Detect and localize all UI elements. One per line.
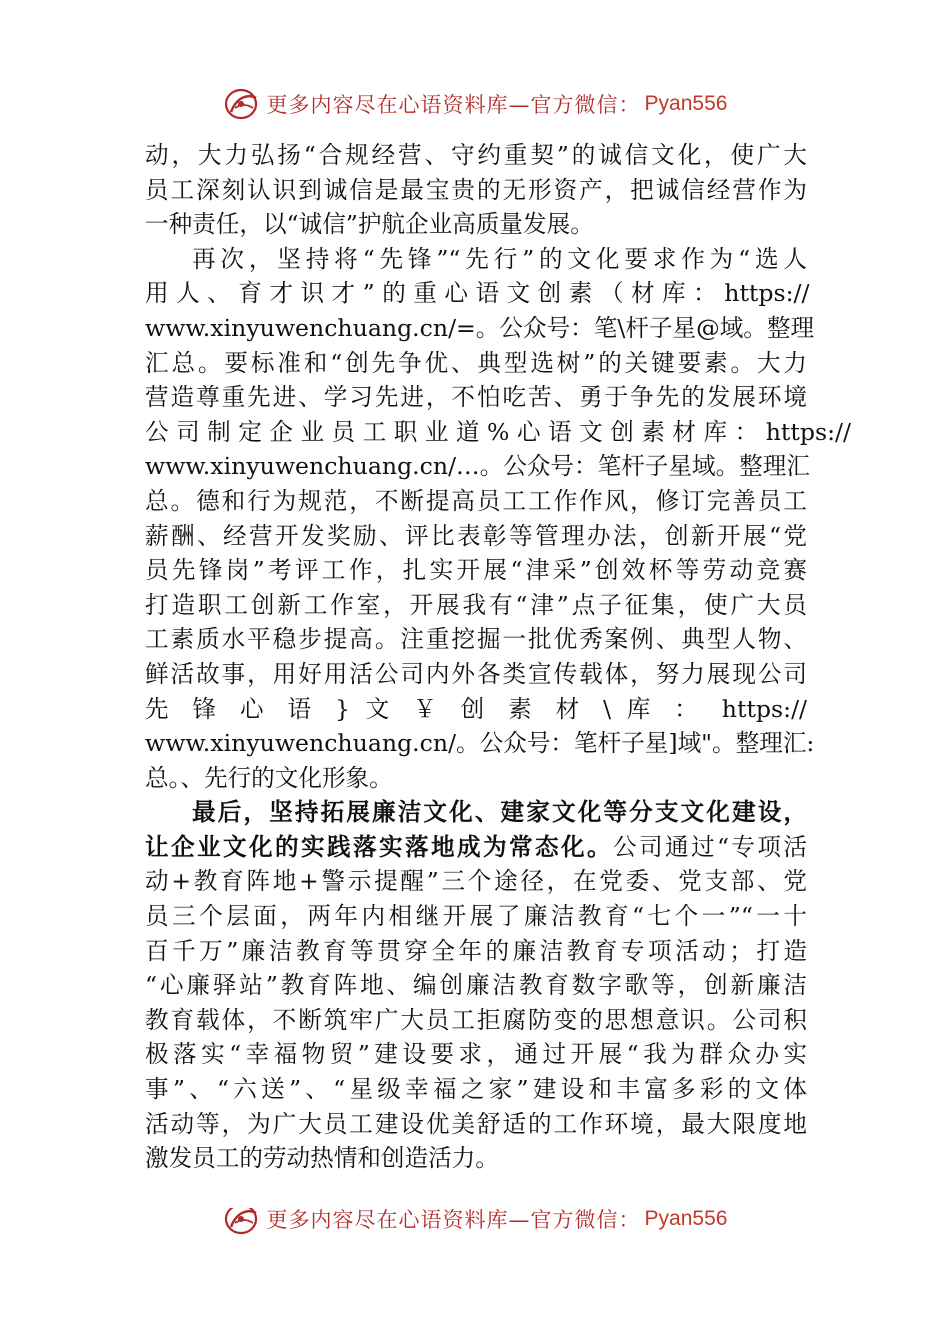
text-line: 总。、先行的文化形象。 — [145, 763, 393, 792]
text-line: 极落实“幸福物贸”建设要求，通过开展“我为群众办实 — [145, 1040, 807, 1069]
text-line: 鲜活故事，用好用活公司内外各类宣传载体，努力展现公司 — [145, 659, 807, 688]
text-line: 动，大力弘扬“合规经营、守约重契”的诚信文化，使广大 — [145, 141, 807, 169]
text-line: 活动等，为广大员工建设优美舒适的工作环境，最大限度地 — [145, 1109, 807, 1138]
bold-text: 让企业文化的实践落实落地成为常态化。 — [145, 832, 613, 861]
text-line: 教育载体，不断筑牢广大员工拒腐防变的思想意识。公司积 — [145, 1005, 807, 1034]
text-line: “心廉驿站”教育阵地、编创廉洁教育数字歌等，创新廉洁 — [145, 971, 807, 1000]
text-line: 打造职工创新工作室，开展我有“津”点子征集，使广大员 — [145, 590, 807, 619]
paragraph-2 — [145, 242, 851, 796]
text-line: 公 司 制 定 企 业 员 工 职 业 道 % 心 语 文 创 素 材 库 ： https:// — [145, 417, 851, 446]
text-line: 再次，坚持将“先锋”“先行”的文化要求作为“选人 — [192, 244, 807, 273]
text-line: 激发员工的劳动热情和创造活力。 — [145, 1144, 499, 1173]
bold-text-line: 最后，坚持拓展廉洁文化、建家文化等分支文化建设， — [192, 798, 807, 827]
text-line: www.xinyuwenchuang.cn/。公众号：笔杆子星]域"。整理汇: — [145, 729, 815, 758]
text-line: 先 锋 心 语 } 文 ￥ 创 素 材 \ 库 ： https:// — [145, 694, 807, 723]
text-line: 员先锋岗”考评工作，扎实开展“津采”创效杯等劳动竞赛 — [145, 556, 807, 585]
text-line: 薪酬、经营开发奖励、评比表彰等管理办法，创新开展“党 — [145, 521, 807, 550]
text-line: www.xinyuwenchuang.cn/…。公众号：笔杆子星域。整理汇 — [145, 452, 810, 481]
watermark-text-en: Pyan556 — [644, 1208, 728, 1230]
paragraph-3 — [145, 795, 807, 1176]
watermark-text-cn: 更多内容尽在心语资料库—官方微信： — [266, 93, 641, 117]
watermark-text-cn: 更多内容尽在心语资料库—官方微信： — [266, 1208, 641, 1232]
document-body — [145, 138, 851, 1176]
watermark — [223, 86, 728, 122]
text-run: 公司通过“专项活 — [612, 832, 808, 861]
text-line: 营造尊重先进、学习先进，不怕吃苦、勇于争先的发展环境 — [145, 383, 807, 412]
paragraph-1 — [145, 138, 807, 242]
text-line: 工素质水平稳步提高。注重挖掘一批优秀案例、典型人物、 — [145, 625, 807, 654]
text-line: 总。德和行为规范，不断提高员工工作作风，修订完善员工 — [145, 486, 807, 515]
swirl-logo-icon — [223, 1208, 263, 1237]
text-line: 百千万”廉洁教育等贯穿全年的廉洁教育专项活动；打造 — [145, 936, 807, 965]
header-watermark — [0, 84, 950, 124]
text-line: 一种责任，以“诚信”护航企业高质量发展。 — [145, 210, 594, 239]
mixed-text-line — [145, 830, 807, 865]
watermark — [223, 1208, 728, 1237]
text-line: 员三个层面，两年内相继开展了廉洁教育“七个一”“一十 — [145, 902, 807, 931]
text-line: www.xinyuwenchuang.cn/=。公众号：笔\杆子星@域。整理 — [145, 313, 815, 342]
text-line: 用 人 、 育 才 识 才 ” 的 重 心 语 文 创 素 （ 材 库 ： https:// — [145, 279, 810, 308]
text-line: 汇总。要标准和“创先争优、典型选树”的关键要素。大力 — [145, 348, 807, 377]
text-line: 动+教育阵地+警示提醒”三个途径，在党委、党支部、党 — [145, 867, 807, 896]
watermark-text-en: Pyan556 — [644, 92, 728, 115]
text-line: 员工深刻认识到诚信是最宝贵的无形资产，把诚信经营作为 — [145, 175, 807, 204]
footer-watermark — [0, 1208, 950, 1248]
text-line: 事”、“六送”、“星级幸福之家”建设和丰富多彩的文体 — [145, 1075, 807, 1104]
swirl-logo-icon — [223, 86, 263, 122]
